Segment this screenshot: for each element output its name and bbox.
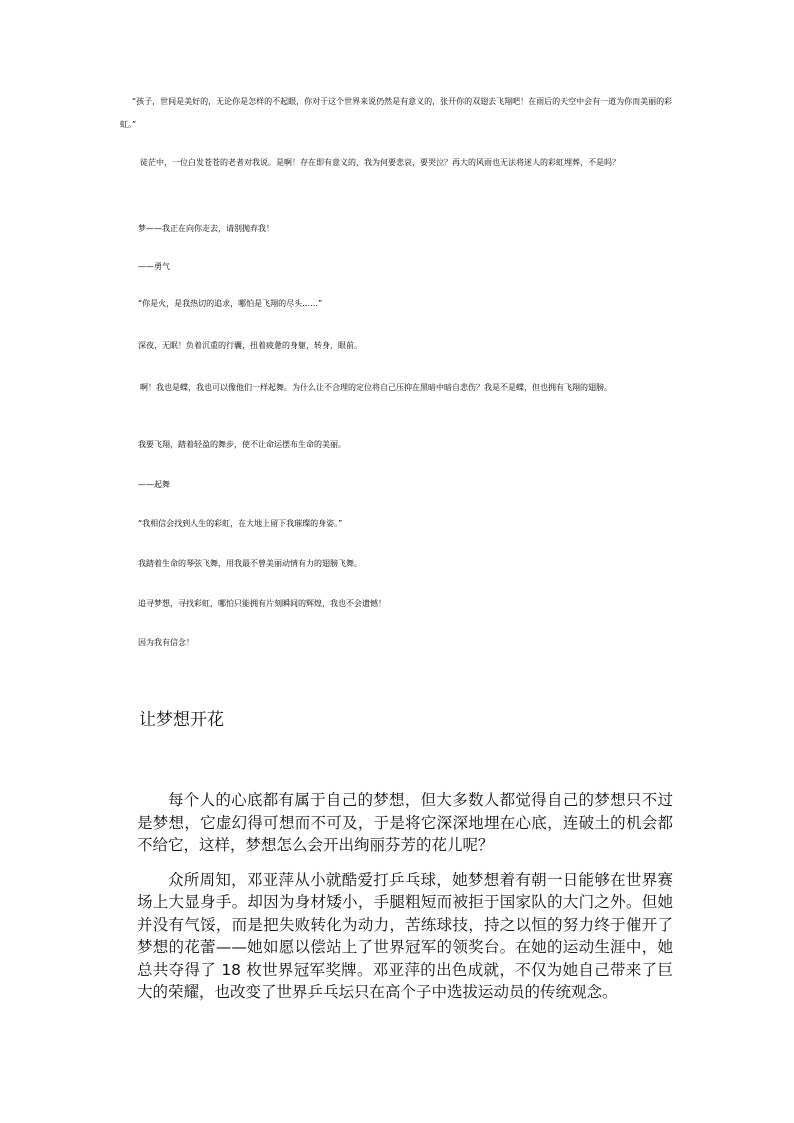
excerpt-paragraph: ——起舞 bbox=[138, 480, 170, 489]
excerpt-paragraph: 因为我有信念！ bbox=[138, 638, 194, 647]
essay-title: 让梦想开花 bbox=[139, 710, 224, 730]
excerpt-paragraph: “我相信会找到人生的彩虹，在大地上留下我璀璨的身姿。” bbox=[138, 519, 343, 528]
essay-paragraph: 每个人的心底都有属于自己的梦想，但大多数人都觉得自己的梦想只不过是梦想，它虚幻得可想而不可及，于是将它深深地埋在心底，连破土的机会都不给它，这样，梦想怎么会开出绚丽芬芳的花儿呢？ bbox=[137, 791, 673, 854]
excerpt-paragraph: 我踏着生命的琴弦飞舞，用我最不曾美丽动情有力的翅膀飞舞。 bbox=[138, 559, 362, 568]
excerpt-paragraph: 啊！我也是蝶，我也可以像他们一样起舞。为什么让不合理的定位将自己压抑在黑暗中暗自悲伤？我是不是蝶，但也拥有飞翔的翅膀。 bbox=[140, 383, 612, 392]
excerpt-paragraph: 我要飞翔，踏着轻盈的舞步，使不让命运摆布生命的美丽。 bbox=[138, 440, 346, 449]
excerpt-paragraph: “你是火，是我热切的追求，哪怕是飞翔的尽头……” bbox=[138, 299, 323, 308]
excerpt-paragraph: “孩子，世间是美好的，无论你是怎样的不起眼，你对于这个世界来说仍然是有意义的，张开你的双翅去飞翔吧！在雨后的天空中会有一道为你而美丽的彩虹。” bbox=[120, 97, 673, 129]
essay-paragraph: 众所周知，邓亚萍从小就酷爱打乒乓球，她梦想着有朝一日能够在世界赛场上大显身手。却因为身材矮小，手腿粗短而被拒于国家队的大门之外。但她并没有气馁，而是把失败转化为动力，苦练球技，持之以恒的努力终于催开了梦想的花蕾——她如愿以偿站上了世界冠军的领奖台。在她的运动生涯中，她总共夺得了 18 枚世界冠军奖牌。邓亚萍的出色成就，不仅为她自己带来了巨大的荣耀，也改变了世界乒乓坛只在高个子中选拔运动员的传统观念。 bbox=[137, 870, 673, 1001]
excerpt-paragraph: 追寻梦想，寻找彩虹，哪怕只能拥有片刻瞬间的辉煌，我也不会遗憾！ bbox=[138, 599, 386, 608]
excerpt-paragraph: 梦——我正在向你走去，请别抛弃我！ bbox=[138, 224, 274, 233]
essay-body bbox=[137, 789, 673, 1004]
excerpt-paragraph: ——勇气 bbox=[138, 262, 170, 271]
excerpt-paragraph: 徒茫中，一位白发苍苍的老者对我说。是啊！存在即有意义的，我为何要悲哀，要哭泣？再大的风雨也无法将迷人的彩虹埋葬，不是吗？ bbox=[140, 158, 620, 167]
excerpt-paragraph: 深夜，无眠！负着沉重的行囊，扭着疲惫的身躯，转身，眼前。 bbox=[138, 341, 362, 350]
